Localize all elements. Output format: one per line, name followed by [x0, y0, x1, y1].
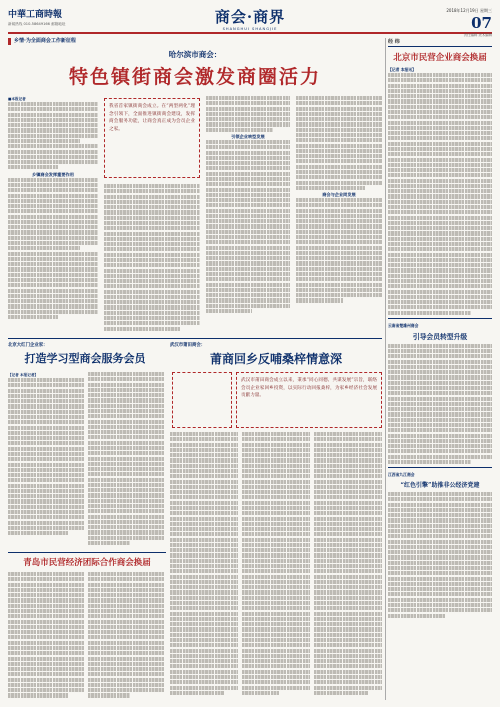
lead-column-4	[296, 96, 382, 336]
masthead	[8, 6, 492, 37]
lead-column-3	[206, 96, 290, 336]
middle-column-2	[88, 372, 164, 548]
masthead-left	[8, 7, 65, 27]
top-kicker: 乡情·为全面商会工作新征程	[8, 38, 382, 45]
section-heading: 乡镇商会发挥重要作用	[32, 171, 74, 177]
page-number: 07	[471, 14, 492, 32]
text-lines	[8, 378, 84, 535]
text-lines	[8, 102, 98, 169]
middle-column-1	[8, 372, 84, 548]
right-story1-title: 北京市民营企业商会换届	[393, 53, 487, 63]
middle-headline: 打造学习型商会服务会员	[24, 352, 146, 365]
text-lines	[388, 344, 492, 464]
right-story1-head: 【记者 本报讯】	[388, 67, 416, 72]
text-lines	[296, 96, 382, 190]
text-lines	[388, 492, 492, 618]
lead-subhead: 哈尔滨市商会：	[168, 50, 222, 59]
mr-column-1	[170, 432, 238, 702]
middle-right-pullquote: 武汉市莆田商会成立以来，秉承“同心同德、共谋发展”宗旨，联络会员企业家回乡投资，以实际行动回报桑梓，为家乡经济社会发展贡献力量。	[236, 372, 382, 428]
section-title-en: SHANGHUI SHANGJIE	[222, 27, 278, 31]
text-lines	[8, 178, 98, 319]
right-story2-title: 引导会员转型升级	[412, 332, 468, 341]
text-lines	[206, 96, 290, 132]
lead-headline: 特色镇街商会激发商圈活力	[68, 66, 321, 88]
middle-byline: 【记者 本报记者】	[8, 373, 39, 377]
section-divider	[8, 552, 166, 553]
text-lines	[8, 572, 84, 698]
photo-placeholder	[172, 372, 232, 428]
middle-right-headline: 莆商回乡反哺桑梓情意深	[209, 352, 342, 366]
section-divider	[8, 338, 382, 339]
text-lines	[104, 184, 200, 331]
bl-column-2	[88, 572, 164, 702]
editors-line: 责任编辑 美术编辑	[463, 33, 492, 37]
right-column	[388, 38, 492, 700]
text-lines	[296, 198, 382, 302]
text-lines	[88, 372, 164, 545]
issue-date: 2018年12月19日 星期三	[446, 8, 492, 13]
bl-column-1	[8, 572, 84, 702]
text-lines	[206, 140, 290, 313]
text-lines	[314, 432, 382, 695]
lead-column-1	[8, 96, 98, 336]
right-story3-kicker: 江西省九江商会	[388, 472, 415, 478]
text-lines	[388, 73, 492, 315]
section-heading: 引领企业转型发展	[231, 133, 265, 139]
mr-column-2	[242, 432, 310, 702]
newspaper-contact: 新闻热线 010-58649166 邮箱地址	[8, 22, 66, 26]
masthead-center	[188, 6, 312, 31]
right-story3-title: “红色引擎”助推非公经济党建	[400, 482, 480, 490]
right-story2-kicker: 云南省楚雄州商会	[388, 322, 419, 328]
right-kicker: 经 纬	[388, 38, 492, 47]
lead-byline: ■本报记者	[8, 97, 26, 101]
newspaper-name: 中華工商時報	[8, 10, 63, 20]
masthead-right	[446, 8, 492, 37]
text-lines	[242, 432, 310, 695]
text-lines	[88, 572, 164, 698]
mr-column-3	[314, 432, 382, 702]
section-heading: 商会与企业同发展	[322, 192, 356, 198]
column-divider	[385, 38, 386, 700]
bottom-left-headline: 青岛市民营经济团际合作商会换届	[23, 558, 151, 568]
lead-column-2	[104, 184, 200, 336]
middle-right-kicker: 武汉市莆田商会：	[170, 343, 206, 348]
text-lines	[170, 432, 238, 695]
section-title: 商会·商界	[214, 8, 286, 26]
lead-pullquote: 我省首家镇街商会成立。在“两型两化”理念引领下，全面推进镇街商会建设，发挥商会服务功能，让商会真正成为会员企业之家。	[104, 98, 200, 178]
middle-kicker: 北京大红门企业家：	[8, 343, 48, 348]
